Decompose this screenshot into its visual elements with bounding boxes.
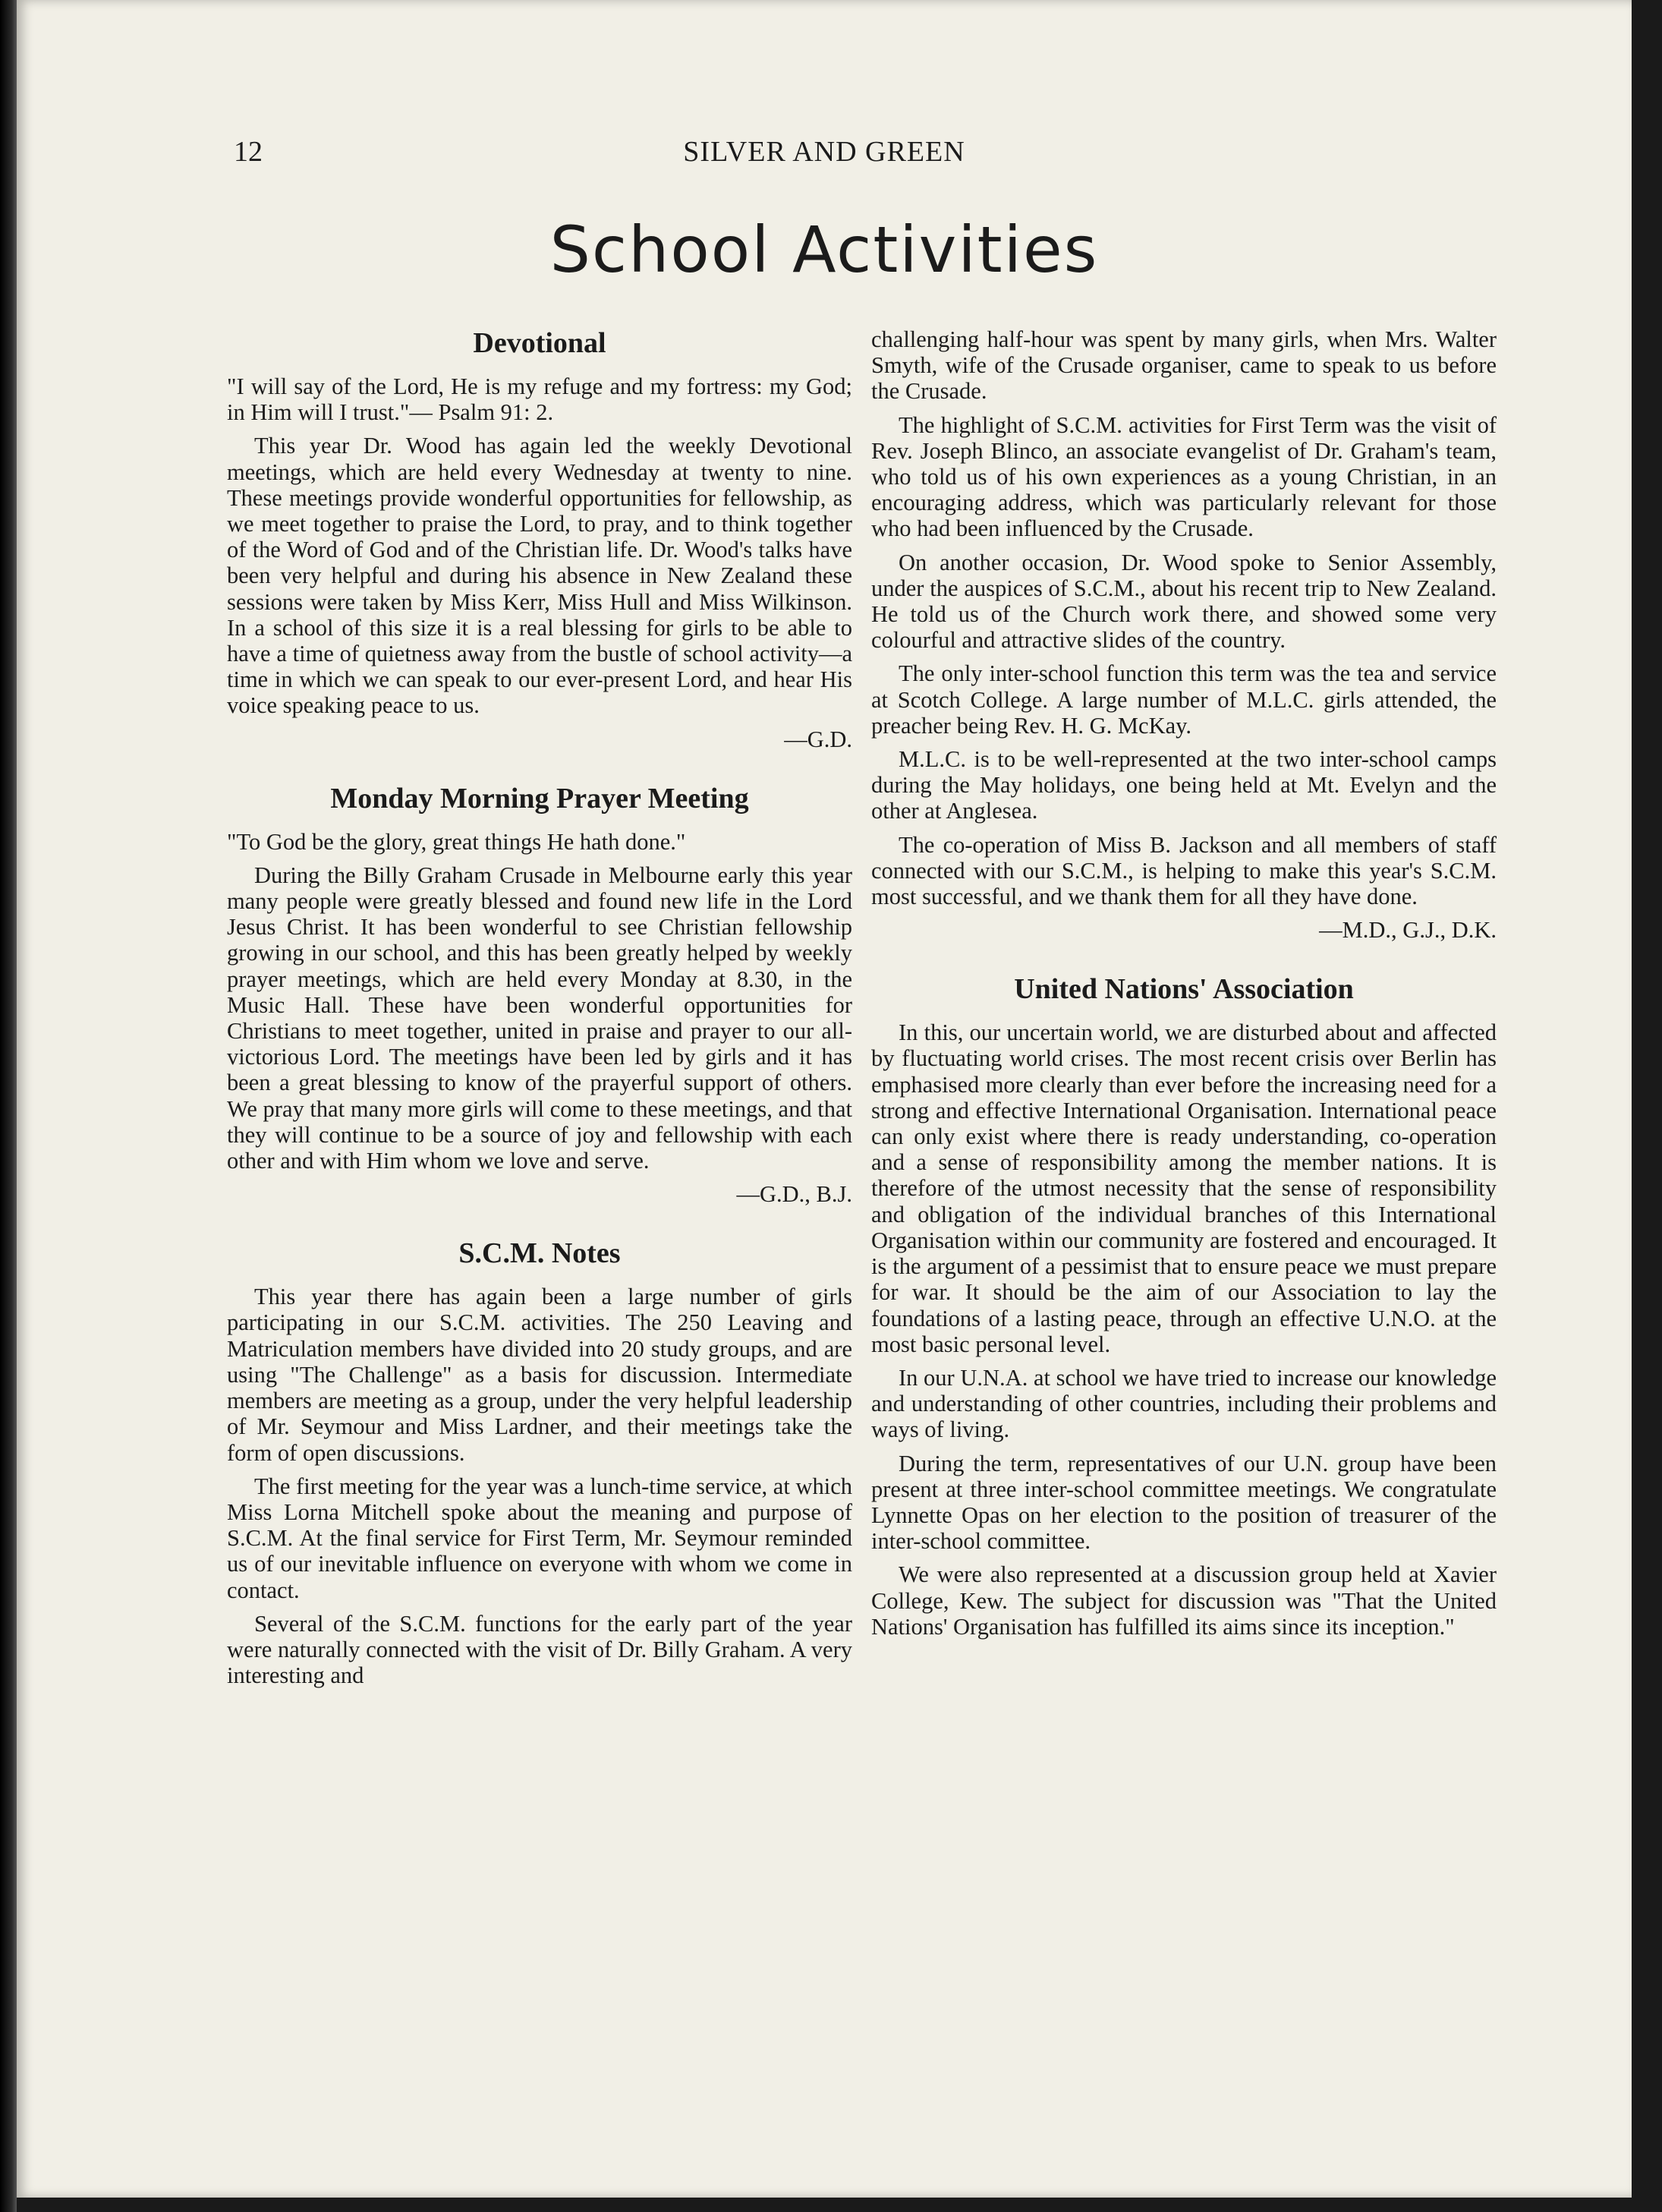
magazine-page <box>17 0 1632 2198</box>
signature: —M.D., G.J., D.K. <box>1319 917 1497 944</box>
section-scm-continued <box>871 326 1497 944</box>
paragraph: We were also represented at a discussion group held at Xavier College, Kew. The subject for discussion was "That the United Nations' Organisation has fulfilled its aims since its inception." <box>871 1561 1497 1640</box>
paragraph: challenging half-hour was spent by many girls, when Mrs. Walter Smyth, wife of the Crusade organiser, came to speak to us before the Crusade. <box>871 326 1497 405</box>
paragraph: The only inter-school function this term was the tea and service at Scotch College. A large number of M.L.C. girls attended, the preacher being Rev. H. G. McKay. <box>871 660 1497 739</box>
paragraph: The first meeting for the year was a lunch-time service, at which Miss Lorna Mitchell spoke about the meaning and purpose of S.C.M. At the final service for First Term, Mr. Seymour reminded us of our inevitable influence on everyone with whom we come in contact. <box>227 1473 852 1603</box>
signature: —G.D. <box>784 726 852 752</box>
paragraph: The co-operation of Miss B. Jackson and all members of staff connected with our S.C.M., is helping to make this year's S.C.M. most successful, and we thank them for all they have done. <box>871 831 1497 910</box>
section-heading: Devotional <box>473 327 606 359</box>
paragraph: Several of the S.C.M. functions for the early part of the year were naturally connected with the visit of Dr. Billy Graham. A very interesting and <box>227 1610 852 1689</box>
paragraph: On another occasion, Dr. Wood spoke to Senior Assembly, under the auspices of S.C.M., about his recent trip to New Zealand. He told us of the Church work there, and showed some very colourful and attractive slides of the country. <box>871 549 1497 654</box>
paragraph: This year Dr. Wood has again led the weekly Devotional meetings, which are held every Wednesday at twenty to nine. These meetings provide wonderful opportunities for fellowship, as we meet together to praise the Lord, to pray, and to think together of the Word of God and of the Christian life. Dr. Wood's talks have been very helpful and during his absence in New Zealand these sessions were taken by Miss Kerr, Miss Hull and Miss Wilkinson. In a school of this size it is a real blessing for girls to be able to have a time of quietness away from the bustle of school activity—a time in which we can speak to our ever-present Lord, and hear His voice speaking peace to us. <box>227 433 852 719</box>
section-heading: S.C.M. Notes <box>458 1237 621 1270</box>
section-devotional <box>227 326 852 753</box>
paragraph: M.L.C. is to be well-represented at the two inter-school camps during the May holidays, one being held at Mt. Evelyn and the other at Anglesea. <box>871 746 1497 824</box>
section-prayer-meeting <box>227 782 852 1208</box>
page-title: School Activities <box>549 213 1099 287</box>
paragraph: During the Billy Graham Crusade in Melbourne early this year many people were greatly blessed and found new life in the Lord Jesus Christ. It has been wonderful to see Christian fellowship growing in our school, and this has been greatly helped by weekly prayer meetings, which are held every Monday at 8.30, in the Music Hall. These have been wonderful opportunities for Christians to meet together, united in praise and prayer to our all-victorious Lord. The meetings have been led by girls and it has been a great blessing to know of the prayerful support of others. We pray that many more girls will come to these meetings, and that they will continue to be a source of joy and fellowship with each other and with Him whom we love and serve. <box>227 862 852 1174</box>
epigraph: "To God be the glory, great things He hath done." <box>227 828 686 855</box>
epigraph: "I will say of the Lord, He is my refuge and my fortress: my God; in Him will I trust."— Psalm 91: 2. <box>227 373 852 426</box>
paragraph: During the term, representatives of our U.N. group have been present at three inter-school committee meetings. We congratulate Lynnette Opas on her election to the position of treasurer of the inter-school committee. <box>871 1450 1497 1555</box>
paragraph: In our U.N.A. at school we have tried to increase our knowledge and understanding of other countries, including their problems and ways of living. <box>871 1364 1497 1443</box>
section-heading: United Nations' Association <box>1014 973 1354 1006</box>
section-united-nations-association <box>871 972 1497 1640</box>
left-column <box>227 326 852 1696</box>
signature: —G.D., B.J. <box>736 1181 852 1208</box>
running-title: SILVER AND GREEN <box>683 136 965 168</box>
paragraph: The highlight of S.C.M. activities for First Term was the visit of Rev. Joseph Blinco, an associate evangelist of Dr. Graham's team, who told us of his own experiences as a young Christian, in an encouraging address, which was particularly relevant for those who had been influenced by the Crusade. <box>871 411 1497 542</box>
section-heading: Monday Morning Prayer Meeting <box>330 782 749 815</box>
paragraph: In this, our uncertain world, we are disturbed about and affected by fluctuating world crises. The most recent crisis over Berlin has emphasised more clearly than ever before the increasing need for a strong and effective International Organisation. International peace can only exist where there is ready understanding, co-operation and a sense of responsibility among the member nations. It is therefore of the utmost necessity that the sense of responsibility and obligation of the individual branches of this International Organisation within our community are fostered and encouraged. It is the argument of a pessimist that to ensure peace we must prepare for war. It should be the aim of our Association to lay the foundations of a lasting peace, through an effective U.N.O. at the most basic personal level. <box>871 1019 1497 1357</box>
book-spine-shadow <box>0 0 17 2212</box>
paragraph: This year there has again been a large number of girls participating in our S.C.M. activities. The 250 Leaving and Matriculation members have divided into 20 study groups, and are using "The Challenge" as a basis for discussion. Intermediate members are meeting as a group, under the very helpful leadership of Mr. Seymour and Miss Lardner, and their meetings take the form of open discussions. <box>227 1284 852 1466</box>
page-number: 12 <box>234 136 263 168</box>
section-scm-notes <box>227 1237 852 1688</box>
right-column <box>871 326 1497 1647</box>
